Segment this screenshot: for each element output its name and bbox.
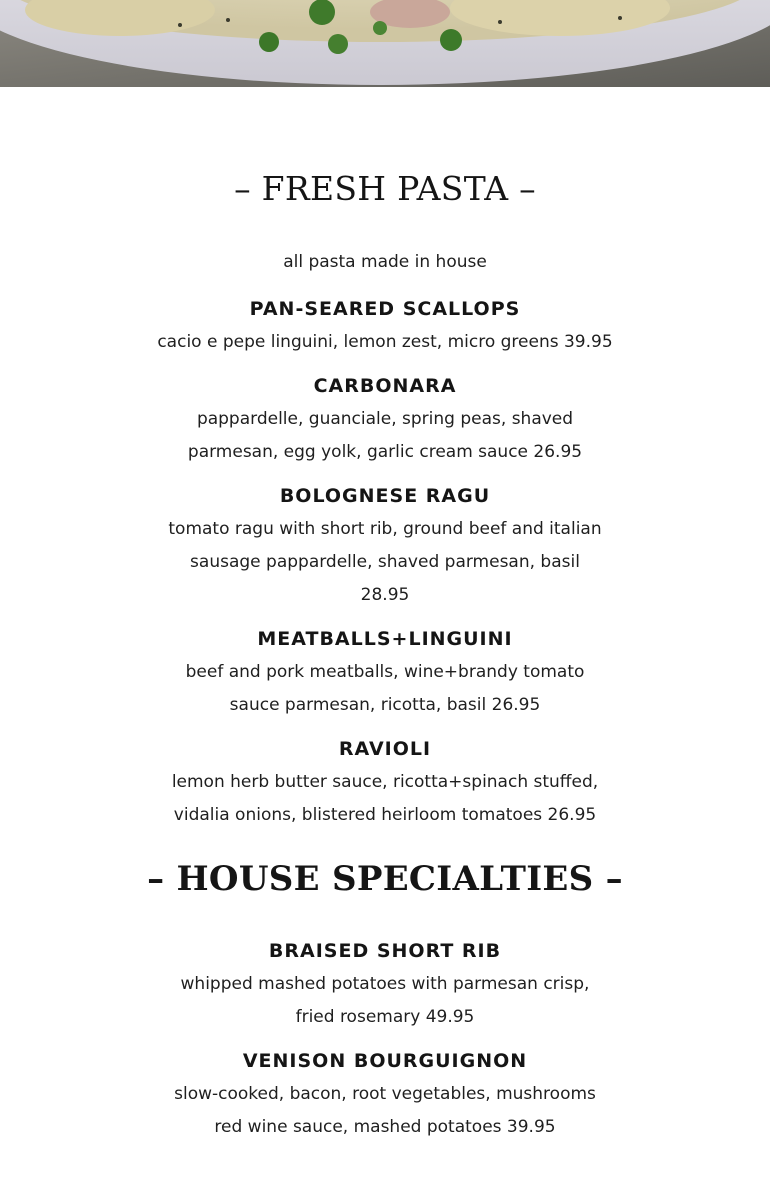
item-name: CARBONARA [313, 375, 457, 397]
item-description [0, 403, 770, 469]
section-title: – HOUSE SPECIALTIES – [147, 859, 623, 899]
item-description [0, 1078, 770, 1144]
description-line: lemon herb butter sauce, ricotta+spinach stuffed, [171, 772, 599, 792]
description-line: whipped mashed potatoes with parmesan crisp, [180, 974, 590, 994]
item-name: BOLOGNESE RAGU [279, 485, 491, 507]
pasta-dish-image [0, 0, 770, 87]
menu-content [0, 87, 770, 1144]
menu-item-bolognese-ragu [0, 484, 770, 612]
menu-item-carbonara [0, 374, 770, 469]
section-house-specialties [0, 859, 770, 1144]
description-line: tomato ragu with short rib, ground beef and italian [168, 519, 602, 539]
description-line: parmesan, egg yolk, garlic cream sauce 26.95 [187, 442, 583, 462]
item-description [0, 968, 770, 1034]
item-description [0, 766, 770, 832]
section-fresh-pasta [0, 169, 770, 832]
menu-item-ravioli [0, 737, 770, 832]
section-title: – FRESH PASTA – [234, 169, 536, 208]
description-line: slow-cooked, bacon, root vegetables, mushrooms [174, 1084, 596, 1104]
item-description [0, 326, 770, 359]
description-line: vidalia onions, blistered heirloom tomatoes 26.95 [173, 805, 597, 825]
item-name: RAVIOLI [338, 738, 432, 760]
description-line: red wine sauce, mashed potatoes 39.95 [214, 1117, 556, 1137]
item-name: VENISON BOURGUIGNON [242, 1050, 528, 1072]
menu-item-meatballs-linguini [0, 627, 770, 722]
description-line: sauce parmesan, ricotta, basil 26.95 [229, 695, 541, 715]
item-name: MEATBALLS+LINGUINI [257, 628, 513, 650]
item-name: BRAISED SHORT RIB [268, 940, 502, 962]
hero-food-photo [0, 0, 770, 87]
item-description [0, 513, 770, 612]
menu-item-pan-seared-scallops [0, 297, 770, 359]
item-name: PAN-SEARED SCALLOPS [249, 298, 521, 320]
menu-item-braised-short-rib [0, 939, 770, 1034]
description-line: cacio e pepe linguini, lemon zest, micro greens 39.95 [157, 332, 613, 352]
description-line: 28.95 [360, 585, 410, 605]
section-subtitle: all pasta made in house [283, 252, 487, 272]
menu-item-venison-bourguignon [0, 1049, 770, 1144]
item-description [0, 656, 770, 722]
description-line: sausage pappardelle, shaved parmesan, basil [190, 552, 580, 572]
description-line: fried rosemary 49.95 [295, 1007, 475, 1027]
description-line: beef and pork meatballs, wine+brandy tomato [185, 662, 585, 682]
description-line: pappardelle, guanciale, spring peas, shaved [196, 409, 574, 429]
